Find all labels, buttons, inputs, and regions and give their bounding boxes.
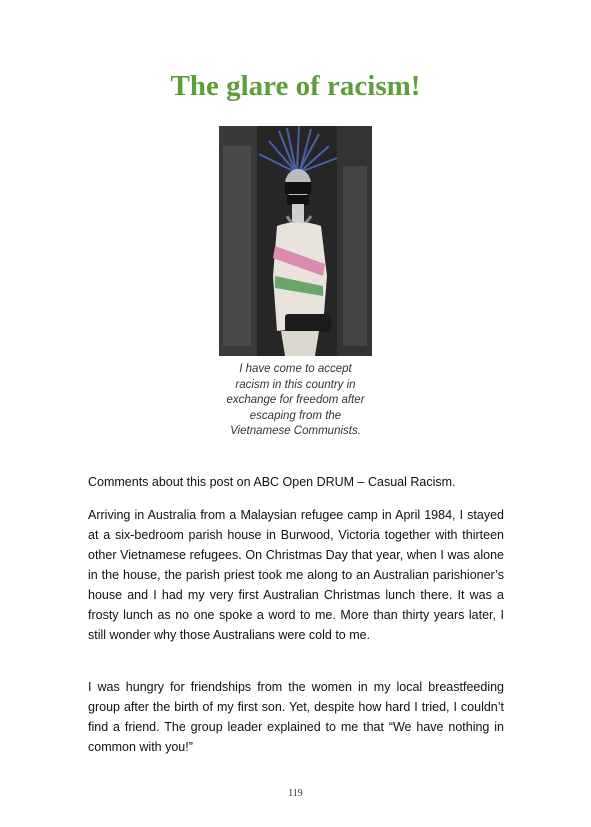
figure-caption — [210, 362, 381, 440]
intro-paragraph: Comments about this post on ABC Open DRUM – Casual Racism. — [88, 475, 456, 489]
caption-line: Vietnamese Communists. — [230, 425, 361, 437]
caption-line: racism in this country in — [235, 378, 356, 391]
caption-line: escaping from the — [249, 409, 342, 422]
page-title: The glare of racism! — [170, 70, 421, 102]
body-paragraph: I was hungry for friendships from the women in my local breastfeeding group after the birth of my first son. Yet, despite how hard I tried, I couldn’t find a friend. The group leader explained to me that “We have nothing in common with you!” — [88, 680, 504, 754]
caption-line: I have come to accept — [239, 363, 352, 375]
page-number: 119 — [288, 788, 303, 799]
caption-line: exchange for freedom after — [226, 394, 365, 406]
body-paragraph: Arriving in Australia from a Malaysian refugee camp in April 1984, I stayed at a six-bedroom parish house in Burwood, Victoria together with thirteen other Vietnamese refugees. On Christmas Day that year, when I was alone in the house, the parish priest took me along to an Australian parishioner’s house and I had my very first Australian Christmas lunch there. It was a frosty lunch as no one spoke a word to me. More than thirty years later, I still wonder why those Australians were cold to me. — [88, 508, 504, 642]
sculpture-photo — [219, 126, 372, 356]
